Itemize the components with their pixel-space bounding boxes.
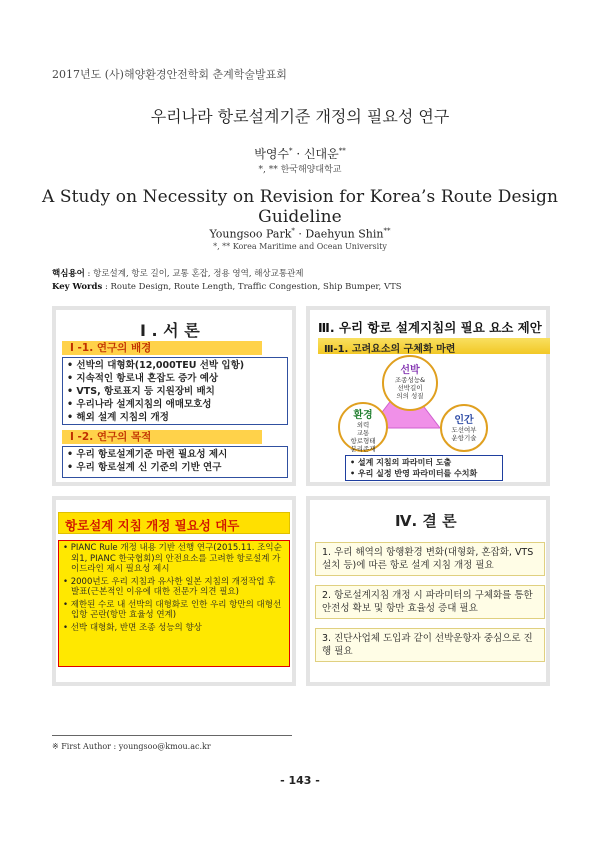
panel3-header: 항로설계 지침 개정 필요성 대두	[58, 512, 290, 534]
footnote: ※ First Author : youngsoo@kmou.ac.kr	[52, 742, 211, 751]
list-item: • 선박 대형화, 반면 조종 성능의 향상	[63, 623, 285, 634]
list-item: • 우리 항로설계기준 마련 필요성 제시	[67, 448, 283, 461]
keywords-korean: 핵심용어 : 항로설계, 항로 길이, 교통 혼잡, 정용 영역, 해상교통관제	[52, 269, 304, 279]
panel1-title: I . 서 론	[140, 321, 200, 340]
authors-english: Youngsoo Park* · Daehyun Shin**	[209, 227, 391, 241]
list-item: • 선박의 대형화(12,000TEU 선박 입항)	[67, 359, 283, 372]
page-number: - 143 -	[280, 774, 320, 787]
keywords-english: Key Words : Route Design, Route Length, Traffic Congestion, Ship Bumper, VTS	[52, 282, 402, 292]
footnote-divider	[52, 735, 292, 736]
list-item: • 2000년도 우리 지침과 유사한 일본 지침의 개정작업 후 발표(근본적인 이유에 대한 전문가 의견 필요)	[63, 577, 285, 598]
background-list	[62, 357, 288, 425]
circle-ship: 선박 조종성능& 선박길이 의의 성질	[382, 355, 438, 411]
paper-title-english: A Study on Necessity on Revision for Korea’s Route Design Guideline	[41, 187, 559, 227]
affiliation-korean: *, ** 한국해양대학교	[258, 165, 342, 175]
panel2-title: Ⅲ. 우리 항로 설계지침의 필요 요소 제안	[318, 320, 542, 335]
conference-name: 2017년도 (사)해양환경안전학회 춘계학술발표회	[52, 68, 287, 81]
conclusion-item-1: 1. 우리 해역의 항행환경 변화(대형화, 혼잡화, VTS 설치 등)에 따른 항로 설계 지침 개정 필요	[315, 542, 545, 576]
list-item: • VTS, 항로표지 등 지원장비 배치	[67, 385, 283, 398]
paper-title-korean: 우리나라 항로설계기준 개정의 필요성 연구	[150, 107, 450, 126]
list-item: • 우리 실정 반영 파라미터를 수치화	[350, 468, 498, 479]
list-item: • 설계 지침의 파라미터 도출	[350, 457, 498, 468]
necessity-list	[58, 540, 290, 667]
circle-environment: 환경 외력 교통 항로형태 분리존재	[338, 402, 388, 452]
panel4-title: Ⅳ. 결 론	[395, 512, 457, 530]
affiliation-english: *, ** Korea Maritime and Ocean University	[213, 242, 387, 251]
purpose-list	[62, 446, 288, 478]
list-item: • 해외 설계 지침의 개정	[67, 411, 283, 424]
list-item: • 지속적인 항로내 혼잡도 증가 예상	[67, 372, 283, 385]
list-item: • 우리나라 설계지침의 애매모호성	[67, 398, 283, 411]
section-background-header: I -1. 연구의 배경	[62, 341, 262, 355]
list-item: • 우리 항로설계 신 기준의 기반 연구	[67, 461, 283, 474]
list-item: • PIANC Rule 개정 내용 기반 선행 연구(2015.11. 조익순외1, PIANC 한국협회)의 안전요소를 고려한 항로설계 가이드라인 제시 필요성 제시	[63, 543, 285, 575]
conclusion-item-3: 3. 진단사업체 도입과 같이 선박운항자 중심으로 진행 필요	[315, 628, 545, 662]
list-item: • 제한된 수로 내 선박의 대형화로 인한 우리 항만의 대형선 입항 곤란(항만 효율성 연계)	[63, 600, 285, 621]
conclusion-item-2: 2. 항로설계지침 개정 시 파라미터의 구체화를 통한 안전성 확보 및 항만 효율성 증대 필요	[315, 585, 545, 619]
circle-human: 인간 도선여부 운항기술	[440, 404, 488, 452]
parameter-list	[345, 455, 503, 481]
section-purpose-header: I -2. 연구의 목적	[62, 430, 262, 444]
authors-korean: 박영수* · 신대운**	[254, 147, 346, 161]
panel2-subheader: Ⅲ-1. 고려요소의 구체화 마련	[318, 338, 550, 354]
